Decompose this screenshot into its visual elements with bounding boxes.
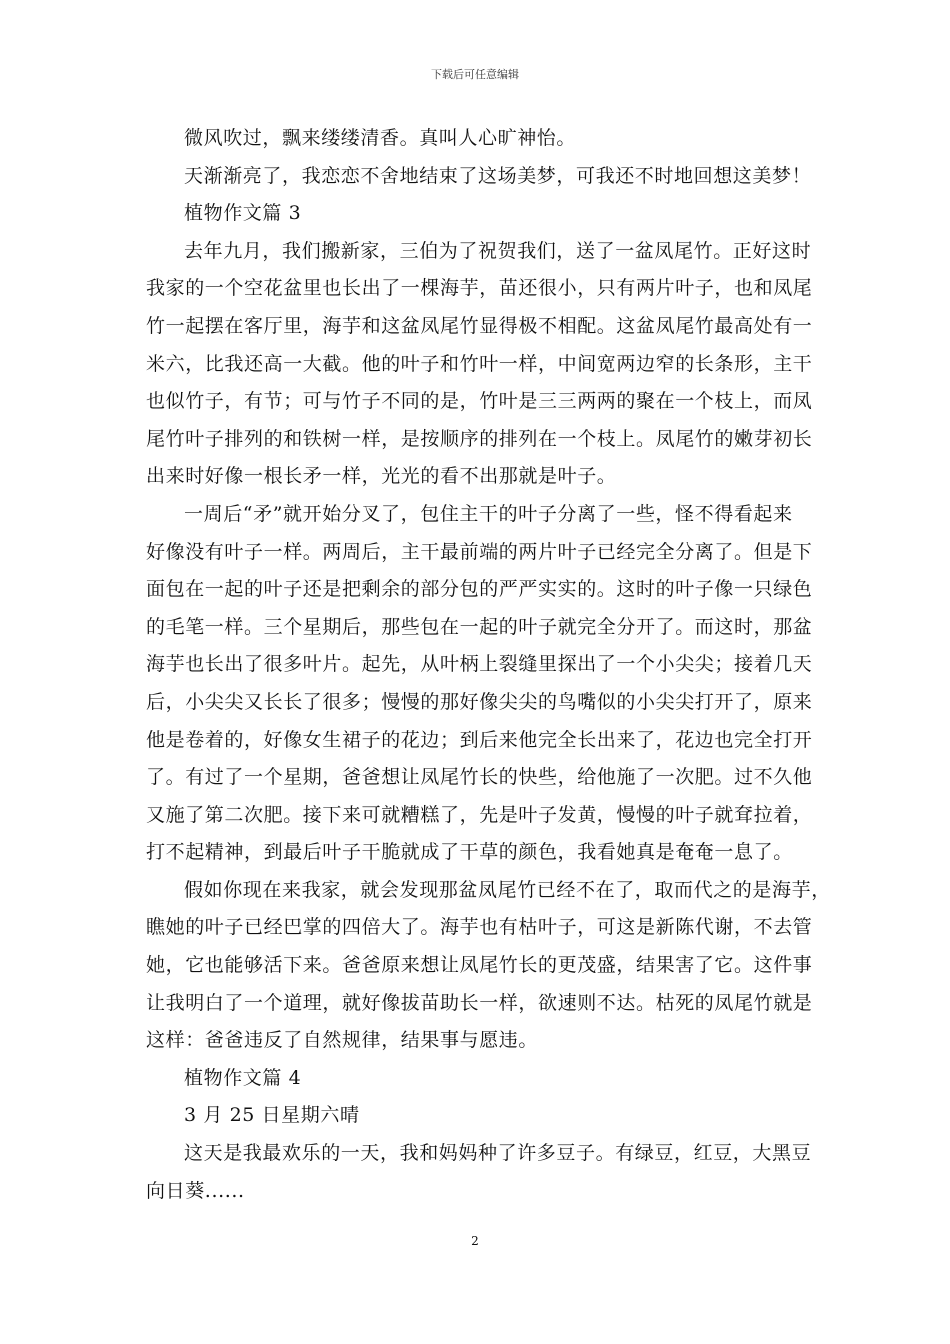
text-line: 他是卷着的，好像女生裙子的花边；到后来他完全长出来了，花边也完全打开 <box>146 728 813 751</box>
paragraph <box>146 1135 810 1210</box>
text-line: 去年九月，我们搬新家，三伯为了祝贺我们，送了一盆凤尾竹。正好这时 <box>184 239 812 262</box>
text-line: 也似竹子，有节；可与竹子不同的是，竹叶是三三两两的聚在一个枝上，而凤 <box>146 390 813 413</box>
text-line: 微风吹过，飘来缕缕清香。真叫人心旷神怡。 <box>184 127 577 149</box>
paragraph <box>146 158 810 196</box>
date-text: 3 月 25 日星期六晴 <box>184 1104 360 1127</box>
text-line: 面包在一起的叶子还是把剩余的部分包的严严实实的。这时的叶子像一只绿色 <box>146 578 813 601</box>
text-line: 好像没有叶子一样。两周后，主干最前端的两片叶子已经完全分离了。但是下 <box>146 540 813 563</box>
text-line: 又施了第二次肥。接下来可就糟糕了，先是叶子发黄，慢慢的叶子就耷拉着， <box>146 803 813 826</box>
section-heading-text: 植物作文篇 4 <box>184 1066 302 1089</box>
date-line <box>146 1097 810 1135</box>
text-line: 一周后“矛”就开始分叉了，包住主干的叶子分离了一些，怪不得看起来 <box>184 502 793 525</box>
text-line: 瞧她的叶子已经巴掌的四倍大了。海芋也有枯叶子，可这是新陈代谢，不去管 <box>146 916 813 939</box>
text-line: 天渐渐亮了，我恋恋不舍地结束了这场美梦，可我还不时地回想这美梦！ <box>184 164 812 187</box>
paragraph <box>146 872 831 1060</box>
paragraph <box>146 120 810 158</box>
text-line: 竹一起摆在客厅里，海芋和这盆凤尾竹显得极不相配。这盆凤尾竹最高处有一 <box>146 314 813 337</box>
section-heading <box>146 1060 810 1098</box>
text-line: 打不起精神，到最后叶子干脆就成了干草的颜色，我看她真是奄奄一息了。 <box>146 841 793 864</box>
text-line: 后，小尖尖又长长了很多；慢慢的那好像尖尖的鸟嘴似的小尖尖打开了，原来 <box>146 690 813 713</box>
text-line: 了。有过了一个星期，爸爸想让凤尾竹长的快些，给他施了一次肥。过不久他 <box>146 766 813 789</box>
text-line: 我家的一个空花盆里也长出了一棵海芋，苗还很小，只有两片叶子，也和凤尾 <box>146 277 813 300</box>
text-line: 这样：爸爸违反了自然规律，结果事与愿违。 <box>146 1029 539 1052</box>
paragraph <box>146 496 813 872</box>
text-line: 海芋也长出了很多叶片。起先，从叶柄上裂缝里探出了一个小尖尖；接着几天 <box>146 653 813 676</box>
text-line: 假如你现在来我家，就会发现那盆凤尾竹已经不在了，取而代之的是海芋， <box>184 878 831 901</box>
text-line: 出来时好像一根长矛一样，光光的看不出那就是叶子。 <box>146 465 617 488</box>
document-body <box>146 120 831 1210</box>
text-line: 这天是我最欢乐的一天，我和妈妈种了许多豆子。有绿豆，红豆，大黑豆 <box>184 1142 812 1165</box>
text-line: 让我明白了一个道理，就好像拔苗助长一样，欲速则不达。枯死的凤尾竹就是 <box>146 991 813 1014</box>
text-line: 她，它也能够活下来。爸爸原来想让凤尾竹长的更茂盛，结果害了它。这件事 <box>146 954 813 977</box>
page-number: 2 <box>471 1234 479 1248</box>
page-header: 下载后可任意编辑 <box>431 68 519 81</box>
text-line: 的毛笔一样。三个星期后，那些包在一起的叶子就完全分开了。而这时，那盆 <box>146 615 813 638</box>
section-heading <box>146 195 810 233</box>
paragraph <box>146 233 813 496</box>
text-line: 尾竹叶子排列的和铁树一样，是按顺序的排列在一个枝上。凤尾竹的嫩芽初长 <box>146 427 813 450</box>
section-heading-text: 植物作文篇 3 <box>184 202 302 225</box>
text-line: 米六，比我还高一大截。他的叶子和竹叶一样，中间宽两边窄的长条形，主干 <box>146 352 813 375</box>
text-line: 向日葵...... <box>146 1179 245 1202</box>
